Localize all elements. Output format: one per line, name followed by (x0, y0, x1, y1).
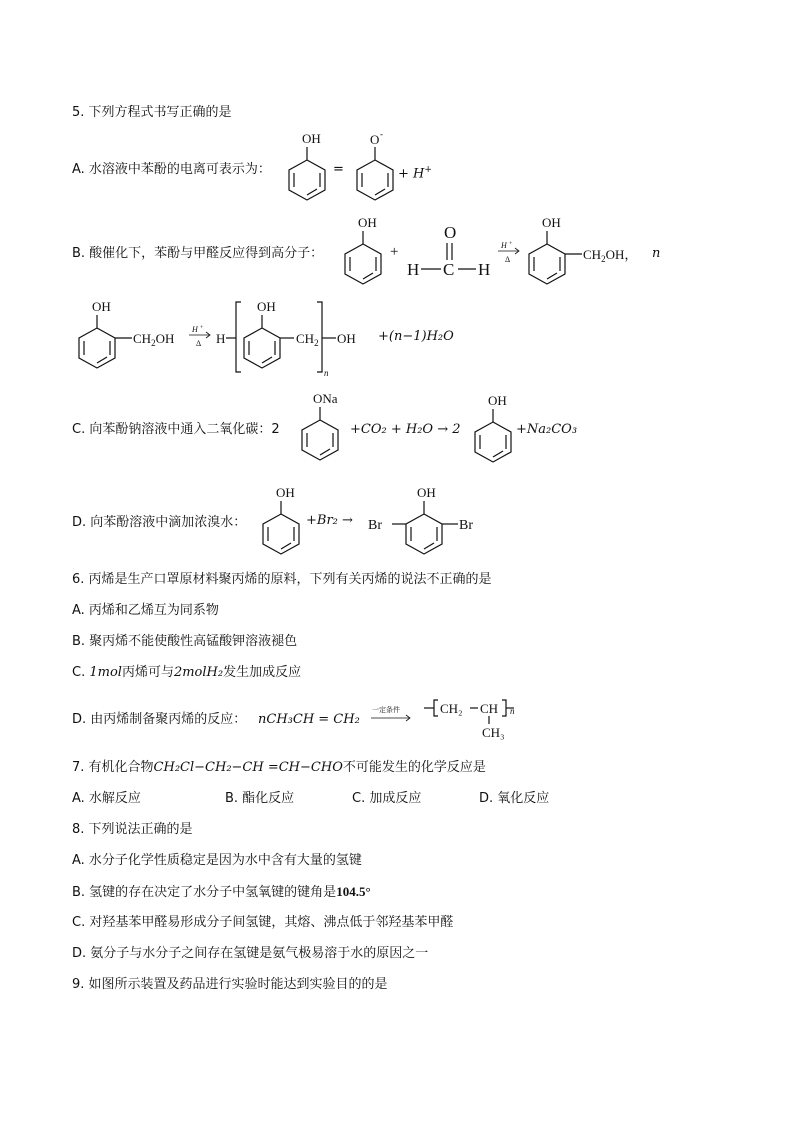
svg-text:n: n (510, 706, 515, 716)
svg-text:OH: OH (417, 485, 436, 500)
condition-arrow (370, 706, 414, 722)
svg-text:ONa: ONa (313, 391, 338, 406)
svg-text:+: + (509, 241, 513, 247)
q7-option-c: C. 加成反应 (352, 791, 422, 806)
reagents-co2-h2o: +CO₂ + H₂O → 2 (350, 422, 461, 437)
q9-stem: 9. 如图所示装置及药品进行实验时能达到实验目的的是 (72, 977, 388, 992)
q8-option-d: D. 氨分子与水分子之间存在氢键是氨气极易溶于水的原因之一 (72, 946, 429, 961)
svg-text:OH: OH (257, 299, 276, 314)
q8-option-b: B. 氢键的存在决定了水分子中氢氧键的键角是104.5° (72, 884, 371, 900)
water-byproduct: +(n−1)H₂O (378, 329, 454, 344)
svg-text:CH₃: CH₃ (482, 725, 505, 740)
hydroxymethyl-phenol-structure (72, 296, 187, 368)
q6-option-c: C. 1mol丙烯可与2molH₂发生加成反应 (72, 665, 302, 680)
svg-text:OH: OH (488, 393, 507, 408)
svg-text:Δ: Δ (505, 255, 511, 264)
q5-option-a-label: A. 水溶液中苯酚的电离可表示为： (72, 162, 271, 177)
q7-option-d: D. 氧化反应 (479, 791, 550, 806)
phenol-structure (256, 482, 306, 554)
svg-text:CH2OH: $CH_2OH$ (133, 331, 175, 348)
reagent-bromine: +Br₂ → (306, 513, 353, 528)
svg-text:-: - (380, 129, 383, 139)
benzene-ring-icon (475, 422, 511, 462)
propene-equation: nCH₃CH = CH₂ (258, 712, 360, 727)
benzene-ring-icon (263, 514, 299, 554)
equals-sign: = (333, 162, 344, 177)
svg-text:CH2OH，: $CH_2OH$， (583, 247, 638, 264)
benzene-ring-icon (289, 160, 325, 200)
benzene-ring-icon (79, 328, 115, 368)
svg-text:H: H (407, 260, 420, 279)
catalyst-arrow (188, 324, 214, 350)
benzene-ring-icon (345, 244, 381, 284)
phenol-structure (468, 390, 518, 462)
polypropylene-structure (420, 694, 530, 744)
q7-stem: 7. 有机化合物CH₂Cl−CH₂−CH =CH−CHO不可能发生的化学反应是 (72, 760, 486, 775)
svg-text:O: O (444, 223, 457, 242)
q7-option-a: A. 水解反应 (72, 791, 141, 806)
q5-stem: 5. 下列方程式书写正确的是 (72, 105, 232, 120)
hydrogen-ion: + H+ (398, 165, 432, 182)
phenolic-resin-structure (214, 296, 374, 378)
q6-option-b: B. 聚丙烯不能使酸性高锰酸钾溶液褪色 (72, 634, 298, 649)
svg-text:CH2: $CH_2$ (296, 331, 319, 348)
svg-text:OH: OH (92, 299, 111, 314)
svg-text:H: H (216, 331, 226, 346)
svg-text:H: H (478, 260, 491, 279)
svg-text:OH: OH (302, 131, 321, 146)
sodium-phenoxide-structure (295, 388, 355, 460)
svg-text:OH: OH (276, 485, 295, 500)
q8-option-a: A. 水分子化学性质稳定是因为水中含有大量的氢键 (72, 853, 362, 868)
q8-stem: 8. 下列说法正确的是 (72, 822, 193, 837)
q7-option-b: B. 酯化反应 (225, 791, 295, 806)
q5-option-c-label: C. 向苯酚钠溶液中通入二氧化碳：2 (72, 422, 280, 437)
svg-text:+: + (200, 325, 204, 331)
sodium-carbonate: +Na₂CO₃ (516, 422, 578, 437)
svg-text:一定条件: 一定条件 (372, 706, 400, 714)
q6-option-a: A. 丙烯和乙烯互为同系物 (72, 603, 219, 618)
phenol-structure (282, 128, 332, 200)
svg-text:H: H (501, 241, 507, 250)
benzene-ring-icon (302, 420, 338, 460)
benzene-ring-icon (406, 514, 442, 554)
svg-text:OH: OH (542, 215, 561, 230)
svg-text:Br: Br (368, 518, 382, 533)
phenoxide-structure (350, 128, 400, 200)
benzene-ring-icon (529, 244, 565, 284)
svg-text:n: n (652, 246, 661, 261)
plus-sign: + (390, 244, 399, 260)
svg-text:CH₂: CH₂ (440, 701, 463, 716)
svg-text:CH: CH (480, 701, 499, 716)
svg-text:OH: OH (337, 331, 356, 346)
q5-option-d-label: D. 向苯酚溶液中滴加浓溴水： (72, 515, 247, 530)
benzene-ring-icon (357, 160, 393, 200)
hydroxymethyl-phenol-structure (522, 212, 662, 284)
benzene-ring-icon (244, 328, 280, 368)
svg-text:Δ: Δ (196, 339, 202, 348)
q7-formula: CH₂Cl−CH₂−CH =CH−CHO (153, 760, 343, 775)
svg-text:O: O (370, 132, 380, 147)
svg-text:C: C (443, 260, 455, 279)
q5-option-b-label: B. 酸催化下，苯酚与甲醛反应得到高分子： (72, 246, 324, 261)
q6-stem: 6. 丙烯是生产口罩原材料聚丙烯的原料，下列有关丙烯的说法不正确的是 (72, 572, 492, 587)
catalyst-arrow (497, 240, 523, 266)
formaldehyde-structure (405, 222, 495, 282)
svg-text:OH: OH (358, 215, 377, 230)
svg-text:Br: Br (459, 518, 473, 533)
svg-text:H: H (192, 325, 198, 334)
q8-option-c: C. 对羟基苯甲醛易形成分子间氢键，其熔、沸点低于邻羟基苯甲醛 (72, 915, 454, 930)
q6-option-d-label: D. 由丙烯制备聚丙烯的反应： (72, 712, 247, 727)
svg-text:n: n (324, 368, 329, 378)
phenol-structure (338, 212, 388, 284)
dibromophenol-structure (366, 482, 486, 554)
